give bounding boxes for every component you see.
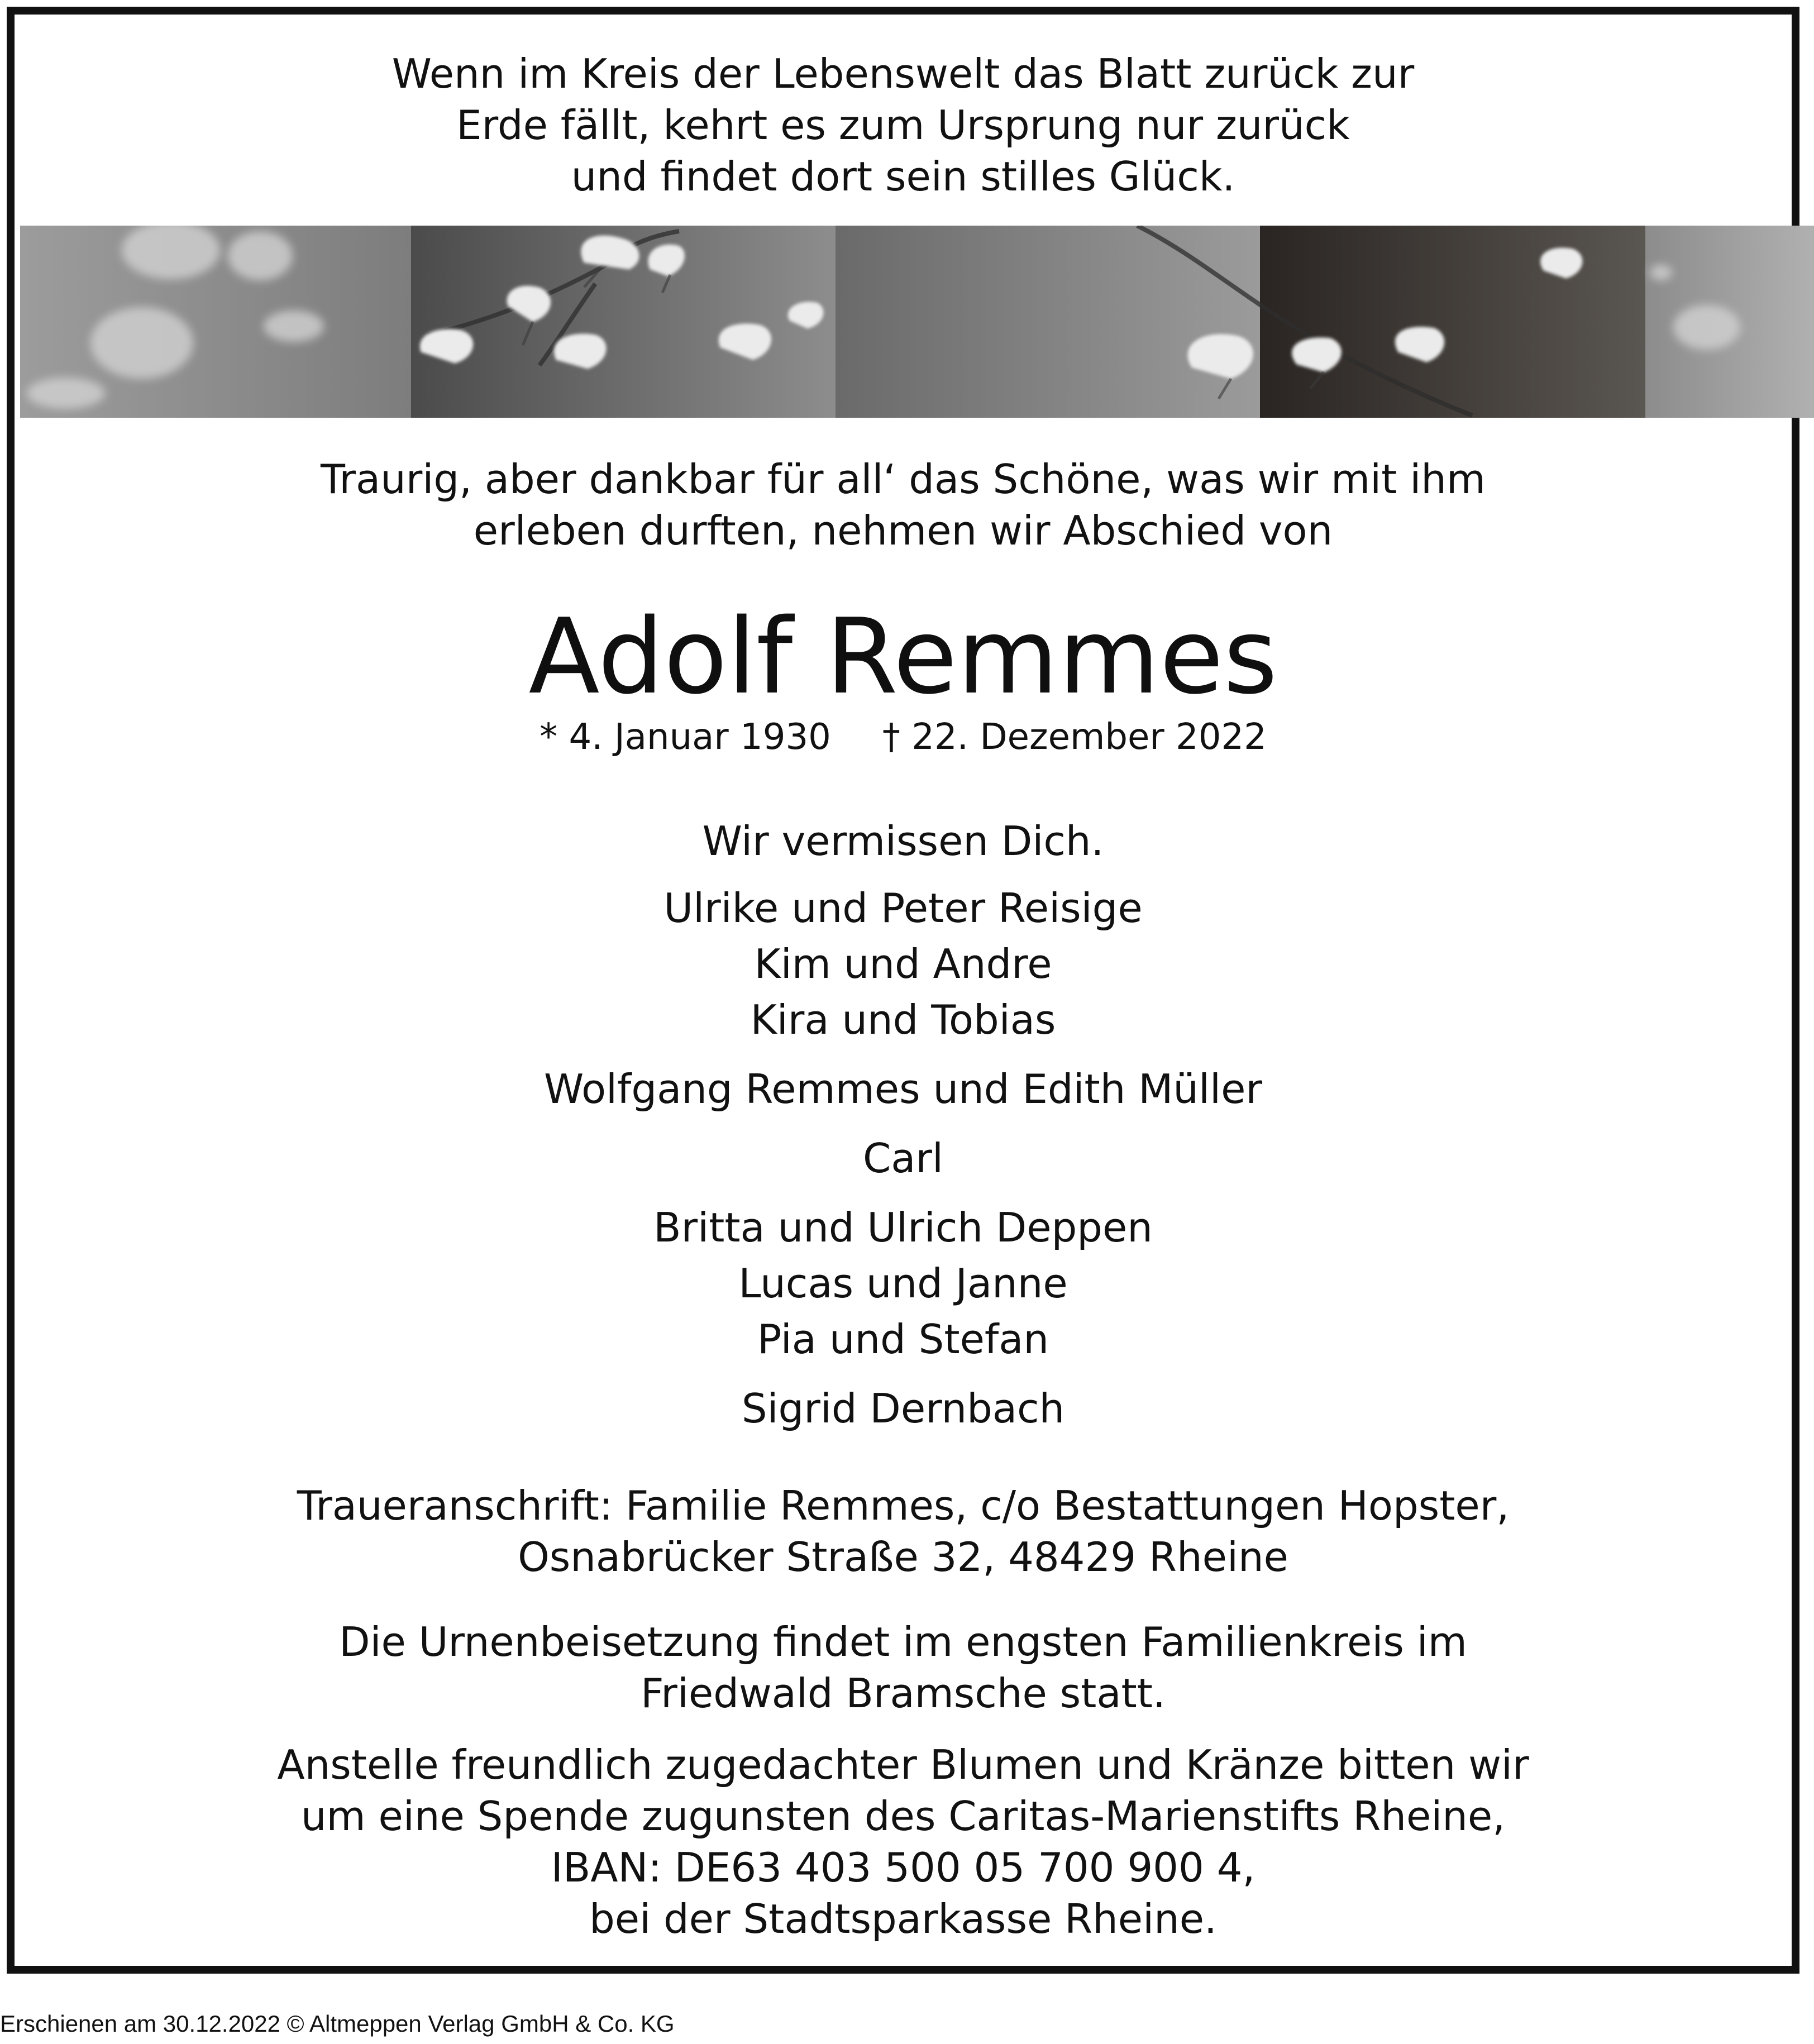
family-member: Pia und Stefan	[757, 1316, 1049, 1363]
poem	[15, 48, 1792, 202]
donation-line: Anstelle freundlich zugedachter Blumen und Kränze bitten wir	[277, 1741, 1529, 1788]
publication-footer: Erschienen am 30.12.2022 © Altmeppen Verlag GmbH & Co. KG	[0, 2010, 675, 2037]
family-group	[15, 1381, 1792, 1436]
burial-line: Friedwald Bramsche statt.	[641, 1670, 1166, 1717]
poem-line: Wenn im Kreis der Lebenswelt das Blatt zurück zur	[392, 50, 1415, 97]
family-member: Wolfgang Remmes und Edith Müller	[544, 1066, 1262, 1112]
family-group	[15, 1130, 1792, 1186]
family-member: Kim und Andre	[754, 940, 1052, 987]
deceased-name: Adolf Remmes	[528, 596, 1278, 717]
family-member: Ulrike und Peter Reisige	[663, 885, 1143, 932]
address-block	[15, 1480, 1792, 1583]
family-member: Kira und Tobias	[750, 996, 1056, 1043]
life-dates	[15, 714, 1792, 761]
family-member: Carl	[863, 1135, 943, 1182]
intro-text	[15, 453, 1792, 556]
family-member: Sigrid Dernbach	[741, 1385, 1065, 1432]
message: Wir vermissen Dich.	[702, 818, 1104, 865]
intro-line: erleben durften, nehmen wir Abschied von	[473, 507, 1333, 554]
death-date: † 22. Dezember 2022	[882, 717, 1267, 758]
donation-line: IBAN: DE63 403 500 05 700 900 4,	[551, 1844, 1256, 1891]
address-line: Traueranschrift: Familie Remmes, c/o Bestattungen Hopster,	[297, 1482, 1510, 1529]
donation-note	[15, 1739, 1792, 1945]
intro-line: Traurig, aber dankbar für all‘ das Schöne, was wir mit ihm	[321, 456, 1486, 503]
donation-line: um eine Spende zugunsten des Caritas-Marienstifts Rheine,	[300, 1793, 1506, 1840]
address-line: Osnabrücker Straße 32, 48429 Rheine	[518, 1534, 1288, 1580]
poem-line: und findet dort sein stilles Glück.	[571, 153, 1235, 200]
birth-date: * 4. Januar 1930	[540, 717, 831, 758]
family-member: Britta und Ulrich Deppen	[653, 1204, 1153, 1251]
burial-line: Die Urnenbeisetzung findet im engsten Familienkreis im	[339, 1618, 1467, 1665]
family-list	[15, 880, 1792, 1450]
family-group	[15, 1200, 1792, 1367]
family-group	[15, 1061, 1792, 1117]
poem-line: Erde fällt, kehrt es zum Ursprung nur zurück	[456, 102, 1350, 149]
burial-note	[15, 1616, 1792, 1719]
obituary-frame	[7, 7, 1799, 1974]
family-member: Lucas und Janne	[738, 1260, 1068, 1307]
ginkgo-leaves-photo	[20, 226, 1814, 418]
donation-line: bei der Stadtsparkasse Rheine.	[589, 1895, 1217, 1942]
family-group	[15, 880, 1792, 1048]
